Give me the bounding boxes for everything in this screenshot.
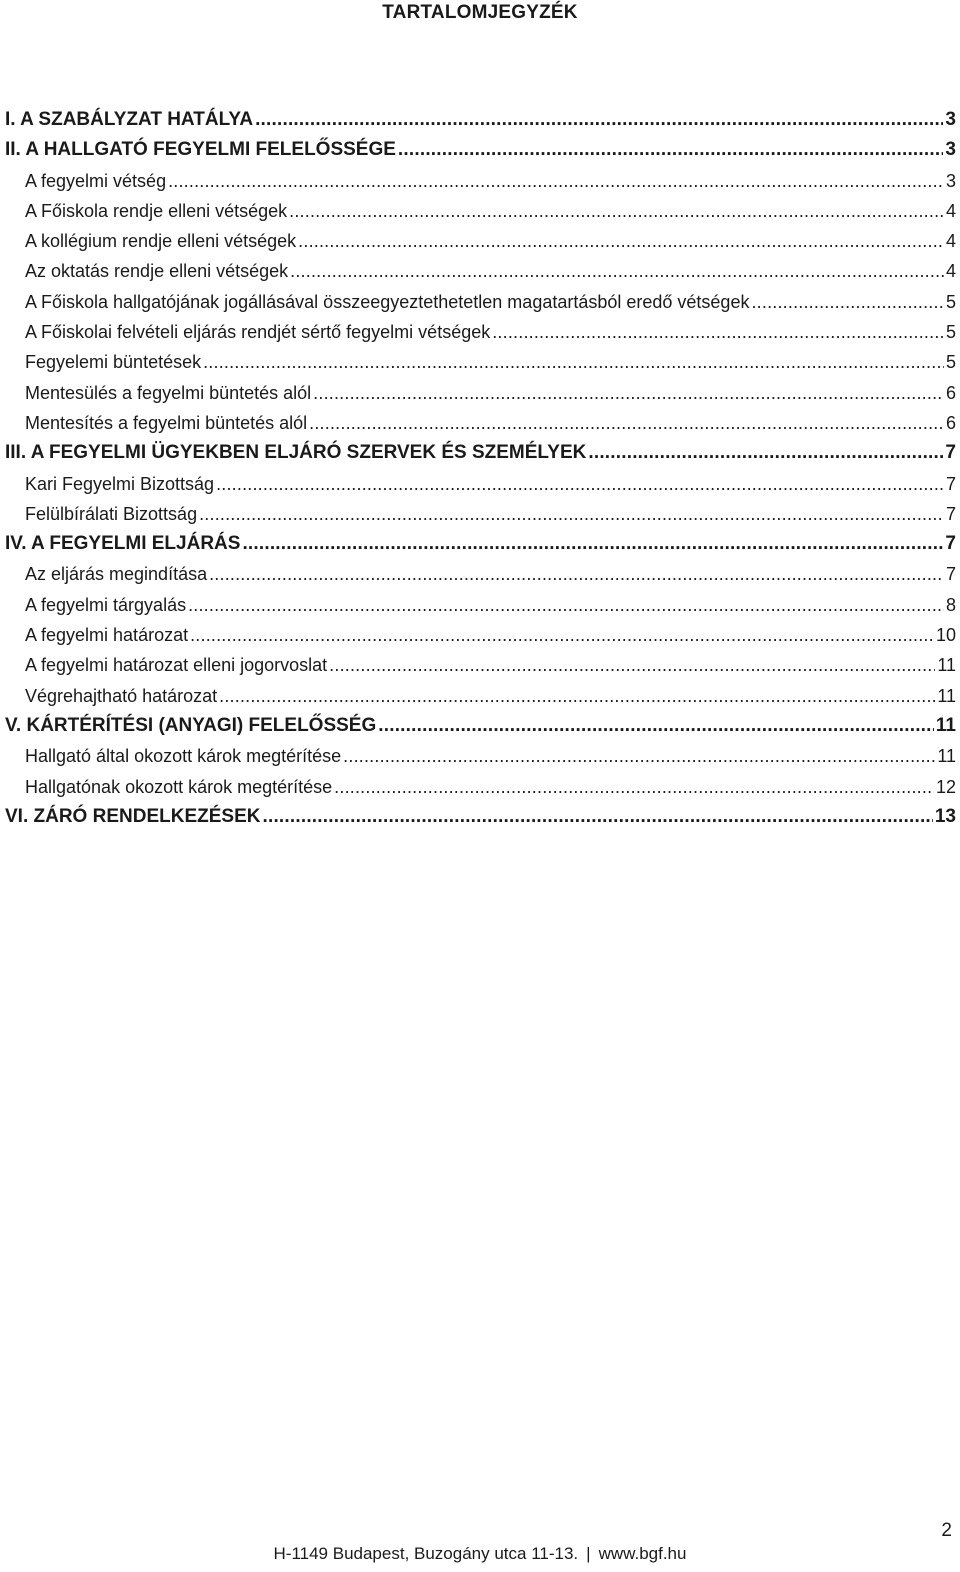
toc-section-entry[interactable] [5,802,956,832]
toc-dot-leader [378,711,934,741]
toc-entry-label: A Főiskola hallgatójának jogállásával összeegyeztethetetlen magatartásból eredő vétségek [25,291,750,312]
toc-subsection-entry[interactable] [5,650,956,680]
toc-entry-page: 3 [945,170,956,191]
toc-entry-page: 12 [935,776,956,797]
toc-dot-leader [216,469,944,499]
toc-entry-page: 4 [945,200,956,221]
toc-entry-label: IV. A FEGYELMI ELJÁRÁS [5,533,241,555]
toc-entry-label: Fegyelemi büntetések [25,352,202,373]
toc-entry-label: Végrehajtható határozat [25,685,218,706]
toc-dot-leader [289,196,944,226]
toc-dot-leader [334,772,934,802]
toc-entry-page: 11 [937,746,956,767]
toc-entry-page: 11 [937,655,956,676]
toc-dot-leader [242,529,943,559]
toc-section-entry[interactable] [5,135,956,165]
toc-entry-label: Felülbírálati Bizottság [25,503,198,524]
toc-entry-page: 6 [945,382,956,403]
toc-entry-page: 7 [945,473,956,494]
toc-dot-leader [298,226,944,256]
toc-dot-leader [290,256,944,286]
toc-subsection-entry[interactable] [5,681,956,711]
toc-dot-leader [262,802,932,832]
toc-dot-leader [343,741,935,771]
toc-entry-label: Mentesülés a fegyelmi büntetés alól [25,382,312,403]
toc-subsection-entry[interactable] [5,196,956,226]
toc-entry-label: A fegyelmi határozat [25,625,189,646]
toc-dot-leader [313,378,944,408]
toc-subsection-entry[interactable] [5,559,956,589]
toc-subsection-entry[interactable] [5,347,956,377]
footer-separator: | [586,1544,591,1563]
toc-dot-leader [188,590,944,620]
toc-dot-leader [199,499,944,529]
toc-entry-label: Hallgatónak okozott károk megtérítése [25,776,333,797]
toc-entry-page: 10 [935,625,956,646]
toc-entry-label: II. A HALLGATÓ FEGYELMI FELELŐSSÉGE [5,139,396,161]
toc-dot-leader [751,287,944,317]
toc-section-entry[interactable] [5,529,956,559]
toc-subsection-entry[interactable] [5,256,956,286]
toc-entry-label: A fegyelmi vétség [25,170,167,191]
toc-subsection-entry[interactable] [5,317,956,347]
toc-dot-leader [209,559,944,589]
toc-section-entry[interactable] [5,438,956,468]
toc-entry-page: 8 [945,594,956,615]
toc-dot-leader [309,408,944,438]
page-number: 2 [941,1520,952,1541]
toc-entry-label: Az eljárás megindítása [25,564,208,585]
toc-entry-label: VI. ZÁRÓ RENDELKEZÉSEK [5,805,261,827]
toc-subsection-entry[interactable] [5,166,956,196]
toc-entry-page: 7 [945,564,956,585]
toc-entry-page: 6 [945,412,956,433]
toc-entry-page: 5 [945,322,956,343]
toc-entry-page: 4 [945,261,956,282]
toc-subsection-entry[interactable] [5,499,956,529]
toc-entry-label: A fegyelmi tárgyalás [25,594,187,615]
toc-entry-label: Kari Fegyelmi Bizottság [25,473,215,494]
toc-dot-leader [588,438,943,468]
footer-website: www.bgf.hu [598,1544,687,1563]
toc-title: TARTALOMJEGYZÉK [382,2,578,23]
toc-entry-page: 7 [945,442,956,464]
toc-entry-label: III. A FEGYELMI ÜGYEKBEN ELJÁRÓ SZERVEK ÉS SZEMÉLYEK [5,442,587,464]
toc-entry-page: 7 [945,533,956,555]
footer-address: H-1149 Budapest, Buzogány utca 11-13. [273,1544,579,1563]
toc-entry-page: 11 [935,714,956,736]
toc-entry-page: 5 [945,291,956,312]
toc-entry-label: Az oktatás rendje elleni vétségek [25,261,289,282]
toc-subsection-entry[interactable] [5,620,956,650]
footer [0,1544,960,1564]
toc-entry-page: 11 [937,685,956,706]
toc-dot-leader [329,650,935,680]
toc-subsection-entry[interactable] [5,226,956,256]
toc-dot-leader [190,620,934,650]
table-of-contents [5,105,956,832]
toc-subsection-entry[interactable] [5,287,956,317]
toc-entry-label: A fegyelmi határozat elleni jogorvoslat [25,655,328,676]
toc-entry-page: 3 [945,139,956,161]
toc-subsection-entry[interactable] [5,378,956,408]
toc-entry-page: 13 [934,805,956,827]
toc-entry-label: A kollégium rendje elleni vétségek [25,231,297,252]
toc-dot-leader [255,105,943,135]
toc-subsection-entry[interactable] [5,469,956,499]
toc-entry-label: A Főiskola rendje elleni vétségek [25,200,288,221]
toc-subsection-entry[interactable] [5,590,956,620]
toc-subsection-entry[interactable] [5,408,956,438]
toc-entry-label: I. A SZABÁLYZAT HATÁLYA [5,109,254,130]
toc-entry-page: 7 [945,503,956,524]
toc-entry-page: 4 [945,231,956,252]
toc-section-entry[interactable] [5,711,956,741]
toc-dot-leader [398,135,944,165]
toc-entry-label: A Főiskolai felvételi eljárás rendjét sértő fegyelmi vétségek [25,322,491,343]
toc-entry-page: 5 [945,352,956,373]
toc-dot-leader [219,681,935,711]
toc-dot-leader [168,166,944,196]
toc-entry-page: 3 [945,109,956,130]
toc-section-entry[interactable] [5,105,956,135]
toc-entry-label: V. KÁRTÉRÍTÉSI (ANYAGI) FELELŐSSÉG [5,714,377,736]
toc-entry-label: Hallgató által okozott károk megtérítése [25,746,342,767]
toc-dot-leader [492,317,944,347]
toc-dot-leader [203,347,944,377]
toc-entry-label: Mentesítés a fegyelmi büntetés alól [25,412,308,433]
toc-subsection-entry[interactable] [5,772,956,802]
toc-subsection-entry[interactable] [5,741,956,771]
